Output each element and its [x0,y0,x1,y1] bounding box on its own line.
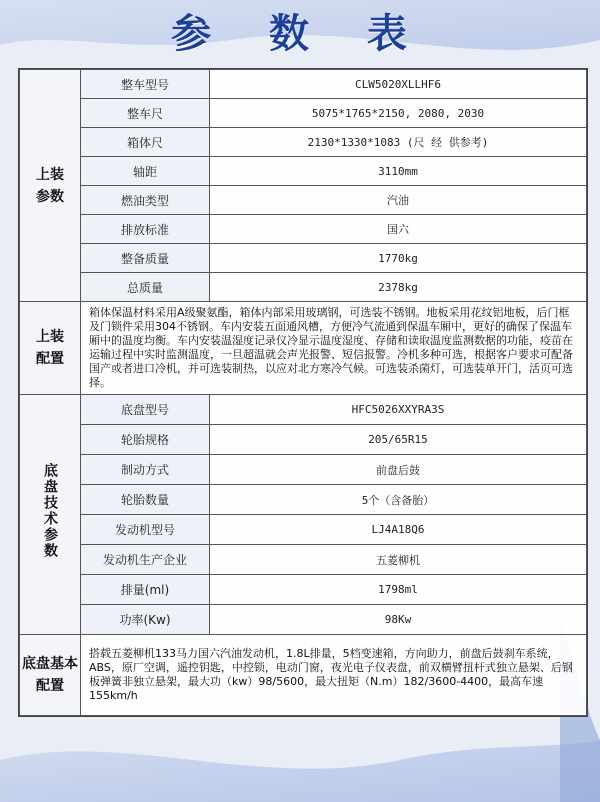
row-value: 5075*1765*2150, 2080, 2030 [210,99,587,128]
parameter-table [18,68,588,717]
row-label: 功率(Kw) [81,605,210,635]
table-row [20,425,587,455]
table-row [20,485,587,515]
chassis-config-description: 搭载五菱柳机133马力国六汽油发动机，1.8L排量，5档变速箱，方向助力，前盘后鼓刹车系统，ABS，原厂空调，遥控钥匙，中控锁，电动门窗，夜光电子仪表盘，前双横臂扭杆式独立悬架、后钢板弹簧非独立悬架，最大功（kw）98/5600，最大扭矩（N.m）182/3600-4400，最高车速155km/h [81,635,587,716]
row-label: 制动方式 [81,455,210,485]
row-label: 整车型号 [81,70,210,99]
section-label-chassis-config: 底盘基本 配置 [20,635,81,716]
row-value: LJ4A18Q6 [210,515,587,545]
table-row [20,635,587,716]
table-row [20,515,587,545]
row-value: CLW5020XLLHF6 [210,70,587,99]
table-row [20,455,587,485]
section-label-upper-params: 上装 参数 [20,70,81,302]
table-row [20,215,587,244]
row-value: 国六 [210,215,587,244]
row-value: 前盘后鼓 [210,455,587,485]
row-value: 205/65R15 [210,425,587,455]
row-value: 1770kg [210,244,587,273]
row-value: 汽油 [210,186,587,215]
row-label: 排放标准 [81,215,210,244]
row-label: 箱体尺 [81,128,210,157]
row-label: 总质量 [81,273,210,302]
row-value: 2378kg [210,273,587,302]
table-row [20,157,587,186]
row-label: 轴距 [81,157,210,186]
table-row [20,186,587,215]
upper-config-description: 箱体保温材料采用A级聚氨酯，箱体内部采用玻璃钢，可选装不锈钢。地板采用花纹铝地板，后门框及门锁件采用304不锈钢。车内安装五面通风槽，方便冷气流通到保温车厢中，更好的确保了保温车厢中的温度均衡。车内安装温湿度记录仪冷显示温度湿度、存储和读取温度监测数据的功能，疫苗在运输过程中实时监测温度，一旦超温就会声光报警、短信报警。冷机多种可选，根据客户要求可配备国产或者进口冷机，并可选装制热，以应对北方寒冷气候。可选装杀菌灯，可选装单开门，活页可选择。 [81,302,587,395]
table-row [20,605,587,635]
table-row [20,575,587,605]
row-label: 排量(ml) [81,575,210,605]
row-value: 五菱柳机 [210,545,587,575]
table-row [20,244,587,273]
row-label: 轮胎数量 [81,485,210,515]
section-label-chassis-params: 底盘技术参数 [20,395,81,635]
section-label-upper-config: 上装 配置 [20,302,81,395]
table-row [20,302,587,395]
row-label: 发动机型号 [81,515,210,545]
row-label: 发动机生产企业 [81,545,210,575]
table-row [20,70,587,99]
row-label: 底盘型号 [81,395,210,425]
table-row [20,545,587,575]
row-value: 98Kw [210,605,587,635]
table-row [20,99,587,128]
row-value: 1798ml [210,575,587,605]
row-value: HFC5026XXYRA3S [210,395,587,425]
row-value: 2130*1330*1083 (尺 经 供参考) [210,128,587,157]
row-label: 整车尺 [81,99,210,128]
row-value: 5个（含备胎） [210,485,587,515]
page-title: 参 数 表 [171,11,429,57]
row-label: 轮胎规格 [81,425,210,455]
row-value: 3110mm [210,157,587,186]
table-row [20,273,587,302]
table-row [20,128,587,157]
row-label: 燃油类型 [81,186,210,215]
table-row [20,395,587,425]
row-label: 整备质量 [81,244,210,273]
